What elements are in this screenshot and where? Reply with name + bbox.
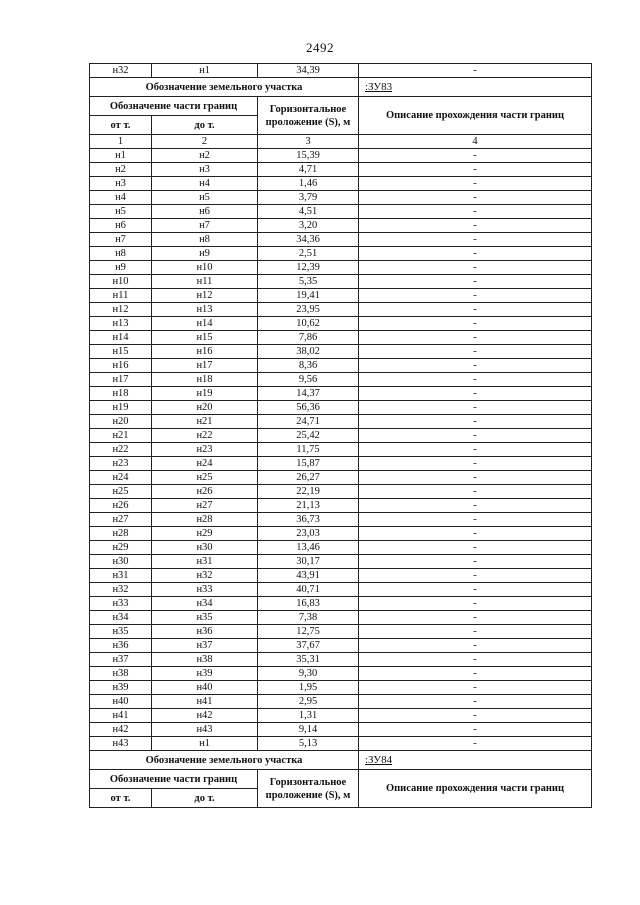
cell-length: 8,36 (258, 359, 359, 373)
cell-from: н26 (90, 499, 152, 513)
cell-length: 25,42 (258, 429, 359, 443)
cell-length: 23,95 (258, 303, 359, 317)
cell-length: 9,14 (258, 723, 359, 737)
cell-length: 34,36 (258, 233, 359, 247)
cell-length: 21,13 (258, 499, 359, 513)
block1-header-to: до т. (152, 116, 258, 135)
cell-desc: - (359, 555, 592, 569)
table-row (90, 737, 592, 751)
boundary-table-body (90, 64, 592, 751)
cell-from: н32 (90, 583, 152, 597)
cell-desc: - (359, 345, 592, 359)
cell-length: 15,39 (258, 149, 359, 163)
cell-from: н36 (90, 639, 152, 653)
cell-to: н38 (152, 653, 258, 667)
cell-length: 4,51 (258, 205, 359, 219)
cell-to: н41 (152, 695, 258, 709)
table-row-top (90, 64, 592, 78)
block1-header-row-1 (90, 97, 592, 116)
cell-from: н9 (90, 261, 152, 275)
cell-length: 3,79 (258, 191, 359, 205)
cell-desc: - (359, 541, 592, 555)
cell-desc: - (359, 191, 592, 205)
cell-desc: - (359, 709, 592, 723)
cell-desc: - (359, 247, 592, 261)
cell-to: н24 (152, 457, 258, 471)
cell-to: н1 (152, 737, 258, 751)
cell-from: н39 (90, 681, 152, 695)
cell-to: н2 (152, 149, 258, 163)
cell-length: 7,86 (258, 331, 359, 345)
cell-from: н19 (90, 401, 152, 415)
cell-desc: - (359, 569, 592, 583)
block1-header-part: Обозначение части границ (90, 97, 258, 116)
table-row (90, 289, 592, 303)
cell-from: н23 (90, 457, 152, 471)
cell-length: 40,71 (258, 583, 359, 597)
cell-length: 12,75 (258, 625, 359, 639)
cell-length: 37,67 (258, 639, 359, 653)
cell-desc: - (359, 583, 592, 597)
cell-length: 1,31 (258, 709, 359, 723)
block2-header-part: Обозначение части границ (90, 770, 258, 789)
cell-desc: - (359, 597, 592, 611)
cell-to: н28 (152, 513, 258, 527)
cell-to: н39 (152, 667, 258, 681)
cell-desc: - (359, 359, 592, 373)
block1-header-horizontal: Горизонтальное проложение (S), м (258, 97, 359, 135)
boundary-table (89, 63, 592, 808)
block2-header-to: до т. (152, 789, 258, 808)
table-row (90, 653, 592, 667)
block1-header-desc: Описание прохождения части границ (359, 97, 592, 135)
cell-desc: - (359, 331, 592, 345)
cell-desc: - (359, 289, 592, 303)
cell-from: н18 (90, 387, 152, 401)
cell-from: н10 (90, 275, 152, 289)
cell-length: 38,02 (258, 345, 359, 359)
table-row (90, 387, 592, 401)
cell-to: н12 (152, 289, 258, 303)
table-row (90, 709, 592, 723)
page-number: 2492 (306, 40, 334, 55)
table-row (90, 611, 592, 625)
cell-to: н40 (152, 681, 258, 695)
cell-from: н15 (90, 345, 152, 359)
cell-to: н37 (152, 639, 258, 653)
cell-desc: - (359, 639, 592, 653)
cell-desc: - (359, 373, 592, 387)
cell-from: н11 (90, 289, 152, 303)
cell-to: н35 (152, 611, 258, 625)
cell-to: н29 (152, 527, 258, 541)
cell-from: н6 (90, 219, 152, 233)
cell-length: 2,51 (258, 247, 359, 261)
block2-zu: :ЗУ84 (359, 751, 592, 770)
table-row (90, 247, 592, 261)
cell-to: н36 (152, 625, 258, 639)
table-row (90, 471, 592, 485)
cell-length: 15,87 (258, 457, 359, 471)
cell-to: н14 (152, 317, 258, 331)
cell-desc: - (359, 163, 592, 177)
table-row (90, 415, 592, 429)
table-row (90, 149, 592, 163)
cell-to: н16 (152, 345, 258, 359)
cell-to: н23 (152, 443, 258, 457)
cell-from: н2 (90, 163, 152, 177)
cell-length: 11,75 (258, 443, 359, 457)
block1-title: Обозначение земельного участка (90, 78, 359, 97)
cell-from: н29 (90, 541, 152, 555)
cell-to: н32 (152, 569, 258, 583)
cell-desc: - (359, 667, 592, 681)
cell-length: 56,36 (258, 401, 359, 415)
cell-length: 1,95 (258, 681, 359, 695)
cell-desc: - (359, 64, 592, 78)
block1-title-row (90, 78, 592, 97)
cell-length: 22,19 (258, 485, 359, 499)
cell-from: н33 (90, 597, 152, 611)
cell-to: н25 (152, 471, 258, 485)
cell-desc: - (359, 611, 592, 625)
cell-from: н28 (90, 527, 152, 541)
cell-from: н4 (90, 191, 152, 205)
cell-to: н21 (152, 415, 258, 429)
table-row (90, 513, 592, 527)
cell-to: н27 (152, 499, 258, 513)
cell-to: н42 (152, 709, 258, 723)
block2-header-horizontal: Горизонтальное проложение (S), м (258, 770, 359, 808)
cell-to: н5 (152, 191, 258, 205)
cell-length: 3,20 (258, 219, 359, 233)
cell-to: н26 (152, 485, 258, 499)
cell-to: н6 (152, 205, 258, 219)
cell-desc: - (359, 485, 592, 499)
cell-length: 9,56 (258, 373, 359, 387)
cell-length: 19,41 (258, 289, 359, 303)
cell-desc: - (359, 695, 592, 709)
cell-length: 26,27 (258, 471, 359, 485)
cell-length: 24,71 (258, 415, 359, 429)
cell-to: н18 (152, 373, 258, 387)
cell-from: н31 (90, 569, 152, 583)
cell-desc: - (359, 275, 592, 289)
cell-to: н3 (152, 163, 258, 177)
table-row (90, 639, 592, 653)
cell-desc: - (359, 219, 592, 233)
table-row (90, 261, 592, 275)
cell-to: н43 (152, 723, 258, 737)
cell-desc: - (359, 723, 592, 737)
cell-length: 36,73 (258, 513, 359, 527)
block2-header (90, 751, 592, 808)
cell-from: н24 (90, 471, 152, 485)
cell-length: 5,13 (258, 737, 359, 751)
table-row (90, 191, 592, 205)
table-row (90, 695, 592, 709)
cell-to: н13 (152, 303, 258, 317)
cell-length: 5,35 (258, 275, 359, 289)
cell-from: н13 (90, 317, 152, 331)
column-number-4: 4 (359, 135, 592, 149)
table-row (90, 569, 592, 583)
cell-desc: - (359, 415, 592, 429)
table-row (90, 499, 592, 513)
cell-desc: - (359, 737, 592, 751)
cell-desc: - (359, 513, 592, 527)
cell-length: 1,46 (258, 177, 359, 191)
table-row (90, 205, 592, 219)
cell-from: н8 (90, 247, 152, 261)
table-row (90, 541, 592, 555)
cell-desc: - (359, 205, 592, 219)
table-row (90, 275, 592, 289)
table-row (90, 667, 592, 681)
cell-to: н22 (152, 429, 258, 443)
block2-title: Обозначение земельного участка (90, 751, 359, 770)
cell-from: н37 (90, 653, 152, 667)
block2-header-row-1 (90, 770, 592, 789)
cell-length: 13,46 (258, 541, 359, 555)
table-row (90, 443, 592, 457)
cell-from: н16 (90, 359, 152, 373)
cell-from: н1 (90, 149, 152, 163)
cell-length: 35,31 (258, 653, 359, 667)
cell-desc: - (359, 177, 592, 191)
table-row (90, 723, 592, 737)
cell-to: н9 (152, 247, 258, 261)
cell-length: 9,30 (258, 667, 359, 681)
cell-to: н17 (152, 359, 258, 373)
column-number-2: 2 (152, 135, 258, 149)
cell-from: н38 (90, 667, 152, 681)
table-row (90, 331, 592, 345)
cell-from: н7 (90, 233, 152, 247)
cell-from: н25 (90, 485, 152, 499)
cell-from: н3 (90, 177, 152, 191)
block2-header-from: от т. (90, 789, 152, 808)
table-row (90, 401, 592, 415)
cell-to: н20 (152, 401, 258, 415)
cell-desc: - (359, 317, 592, 331)
cell-to: н11 (152, 275, 258, 289)
cell-desc: - (359, 429, 592, 443)
cell-to: н7 (152, 219, 258, 233)
cell-from: н34 (90, 611, 152, 625)
table-row (90, 373, 592, 387)
table-row (90, 485, 592, 499)
table-row (90, 457, 592, 471)
table-row (90, 219, 592, 233)
cell-to: н1 (152, 64, 258, 78)
cell-length: 10,62 (258, 317, 359, 331)
cell-length: 34,39 (258, 64, 359, 78)
cell-to: н33 (152, 583, 258, 597)
cell-desc: - (359, 625, 592, 639)
cell-from: н27 (90, 513, 152, 527)
cell-length: 4,71 (258, 163, 359, 177)
cell-length: 43,91 (258, 569, 359, 583)
block2-title-row (90, 751, 592, 770)
cell-desc: - (359, 471, 592, 485)
cell-desc: - (359, 401, 592, 415)
block2-header-desc: Описание прохождения части границ (359, 770, 592, 808)
block1-zu: :ЗУ83 (359, 78, 592, 97)
table-row (90, 583, 592, 597)
cell-from: н21 (90, 429, 152, 443)
table-row (90, 429, 592, 443)
table-row (90, 345, 592, 359)
table-row (90, 681, 592, 695)
cell-length: 16,83 (258, 597, 359, 611)
cell-length: 30,17 (258, 555, 359, 569)
cell-from: н41 (90, 709, 152, 723)
cell-to: н30 (152, 541, 258, 555)
cell-from: н22 (90, 443, 152, 457)
cell-length: 2,95 (258, 695, 359, 709)
cell-desc: - (359, 457, 592, 471)
cell-desc: - (359, 681, 592, 695)
table-row (90, 303, 592, 317)
cell-to: н8 (152, 233, 258, 247)
cell-from: н5 (90, 205, 152, 219)
cell-desc: - (359, 303, 592, 317)
cell-desc: - (359, 499, 592, 513)
cell-from: н40 (90, 695, 152, 709)
cell-desc: - (359, 387, 592, 401)
cell-from: н14 (90, 331, 152, 345)
cell-to: н31 (152, 555, 258, 569)
cell-to: н19 (152, 387, 258, 401)
cell-from: н32 (90, 64, 152, 78)
cell-from: н17 (90, 373, 152, 387)
cell-length: 7,38 (258, 611, 359, 625)
column-number-3: 3 (258, 135, 359, 149)
cell-desc: - (359, 261, 592, 275)
cell-length: 14,37 (258, 387, 359, 401)
cell-desc: - (359, 149, 592, 163)
cell-from: н30 (90, 555, 152, 569)
column-number-1: 1 (90, 135, 152, 149)
cell-from: н12 (90, 303, 152, 317)
cell-from: н43 (90, 737, 152, 751)
cell-to: н15 (152, 331, 258, 345)
cell-length: 23,03 (258, 527, 359, 541)
table-row (90, 163, 592, 177)
cell-desc: - (359, 443, 592, 457)
table-row (90, 233, 592, 247)
block1-header-from: от т. (90, 116, 152, 135)
cell-to: н4 (152, 177, 258, 191)
cell-from: н20 (90, 415, 152, 429)
table-row (90, 597, 592, 611)
table-row (90, 527, 592, 541)
cell-desc: - (359, 233, 592, 247)
cell-to: н34 (152, 597, 258, 611)
cell-from: н42 (90, 723, 152, 737)
table-row (90, 625, 592, 639)
cell-desc: - (359, 653, 592, 667)
table-row (90, 359, 592, 373)
table-row (90, 555, 592, 569)
table-row (90, 317, 592, 331)
block1-numbering-row (90, 135, 592, 149)
cell-desc: - (359, 527, 592, 541)
cell-from: н35 (90, 625, 152, 639)
cell-to: н10 (152, 261, 258, 275)
table-row (90, 177, 592, 191)
cell-length: 12,39 (258, 261, 359, 275)
